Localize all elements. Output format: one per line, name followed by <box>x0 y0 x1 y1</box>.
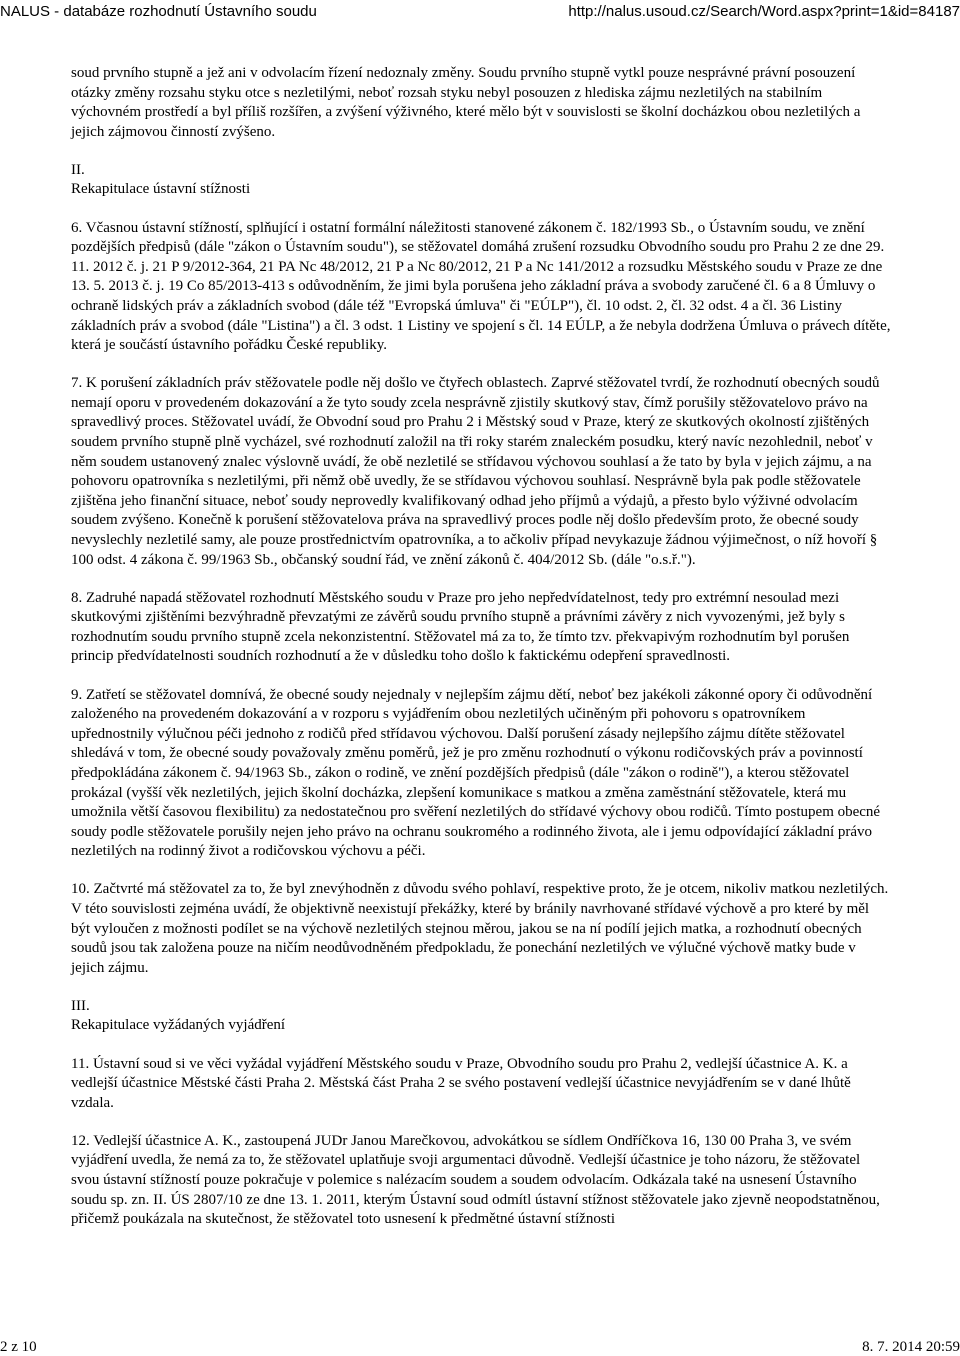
paragraph-intro: soud prvního stupně a jež ani v odvolacím řízení nedoznaly změny. Soudu prvního stupně vytkl pouze nesprávné právní posouzení otázky změny rozsahu styku otce s nezletilými, neboť rozsah styku nebyl posouzen z hlediska zájmu nezletilých na stabilním výchovném prostředí a byl příliš rozšířen, a zvýšení výživného, které mělo být v souvislosti se školní docházkou obou nezletilých a jejich zájmovou činností zvýšeno. <box>71 65 861 140</box>
paragraph-12: 12. Vedlejší účastnice A. K., zastoupená JUDr Janou Marečkovou, advokátkou se sídlem Ondříčkova 16, 130 00 Praha 3, ve svém vyjádření uvedla, že nemá za to, že stěžovatel uplatňuje svoji argumentaci důvodně. Vedlejší účastnice je toho názoru, že stěžovatel svou ústavní stížností pouze pokračuje v polemice s nalézacím soudem a soudem odvolacím. Odkázala také na usnesení Ústavního soudu sp. zn. II. ÚS 2807/10 ze dne 13. 1. 2011, kterým Ústavní soud odmítl ústavní stížnost stěžovatele jako zjevně neopodstatněnou, přičemž poukázala na skutečnost, že stěžovatel toto usnesení k předmětné ústavní stížnosti <box>71 1132 880 1228</box>
print-header <box>0 2 960 24</box>
section-3-number: III. <box>71 997 90 1014</box>
page-url: http://nalus.usoud.cz/Search/Word.aspx?print=1&id=84187 <box>568 3 960 20</box>
print-datetime: 8. 7. 2014 20:59 <box>862 1339 960 1355</box>
paragraph-10: 10. Začtvrté má stěžovatel za to, že byl znevýhodněn z důvodu svého pohlaví, respektive proto, že je otcem, nikoliv matkou nezletilých. V této souvislosti zejména uvádí, že objektivně neexistují překážky, které by bránily navrhované střídavé výchově a pro které by měl být vyloučen z možnosti podílet se na výchově nezletilých stejnou měrou, jakou se na ní podílí jejich matka, a rozhodnutí obecných soudů jsou tak založena pouze na ničím neodůvodněném předpokladu, že ponechání nezletilých ve výlučné výchově matky bude v jejich zájmu. <box>71 881 889 976</box>
paragraph-8: 8. Zadruhé napadá stěžovatel rozhodnutí Městského soudu v Praze pro jeho nepředvídatelnost, tedy pro extrémní nesoulad mezi skutkovými zjištěními bezvýhradně převzatými ze závěrů soudu prvního stupně a právními závěry z nich vyvozenými, jež byly s rozhodnutím soudu prvního stupně zcela nekonzistentní. Stěžovatel má za to, že tímto tzv. překvapivým rozhodnutím byl porušen princip předvídatelnosti soudních rozhodnutí a že v důsledku toho došlo k faktickému odepření spravedlnosti. <box>71 589 850 665</box>
section-2-number: II. <box>71 161 85 178</box>
paragraph-11: 11. Ústavní soud si ve věci vyžádal vyjádření Městského soudu v Praze, Obvodního soudu pro Prahu 2, vedlejší účastnice A. K. a vedlejší účastnice Městské části Praha 2. Městská část Praha 2 se svého postavení vedlejší účastnice nevyjádřením se v dané lhůtě vzdala. <box>71 1055 851 1111</box>
page-number: 2 z 10 <box>0 1339 37 1355</box>
section-3-title: Rekapitulace vyžádaných vyjádření <box>71 1017 286 1034</box>
document-body <box>71 64 891 1248</box>
section-2-title: Rekapitulace ústavní stížnosti <box>71 181 251 198</box>
paragraph-9: 9. Zatřetí se stěžovatel domnívá, že obecné soudy nejednaly v nejlepším zájmu dětí, neboť bez jakékoli zákonné opory či odůvodnění založeného na provedeném dokazování a v rozporu s vyjádřením obou nezletilých učiněným při pohovoru s opatrovníkem upřednostnily výlučnou péči jednoho z rodičů před střídavou výchovou. Další porušení zásady nejlepšího zájmu dítěte stěžovatel shledává v tom, že obecné soudy považovaly změnu poměrů, jež je pro změnu rozhodnutí o výkonu rodičovských práv a povinností předpokládána zákonem č. 94/1963 Sb., zákon o rodině, ve znění pozdějších předpisů (dále "zákon o rodině"), a kterou stěžovatel prokázal (vyšší věk nezletilých, jejich školní docházka, zlepšení komunikace s matkou a změna zaměstnání stěžovatele, která mu umožnila větší časovou flexibilitu) za nedostatečnou pro svěření nezletilých do střídavé výchovy obou rodičů. Tímto postupem obecné soudy podle stěžovatele porušily nejen jeho právo na ochranu soukromého a rodinného života, ale i jemu odpovídající základní právo nezletilých na rodinný život a rodičovskou výchovu a péči. <box>71 686 881 860</box>
page-title: NALUS - databáze rozhodnutí Ústavního soudu <box>0 3 317 20</box>
print-footer <box>0 1338 960 1356</box>
paragraph-7: 7. K porušení základních práv stěžovatele podle něj došlo ve čtyřech oblastech. Zaprvé stěžovatel tvrdí, že rozhodnutí obecných soudů nemají oporu v provedeném dokazování a že tyto soudy zcela nesprávně zjistily skutkový stav, čímž porušily stěžovatelovo právo na spravedlivý proces. Stěžovatel uvádí, že Obvodní soud pro Prahu 2 i Městský soud v Praze, který ze skutkových okolností zjištěných soudem prvního stupně plně vycházel, své rozhodnutí založil na tři roky starém znaleckém posudku, který navíc nezohlednil, neboť v něm soudem ustanovený znalec výslovně uvádí, že obě nezletilé se střídavou výchovou souhlasí a že tato by byla v jejich zájmu, a na pohovoru opatrovníka s nezletilými, při němž obě uvedly, že se střídavou výchovou souhlasí. Nesprávně byla pak podle stěžovatele zjištěna jeho finanční situace, neboť soudy neprovedly kvalifikovaný odhad jeho příjmů a výdajů, a přesto bylo výživné odvolacím soudem zvýšeno. Konečně k porušení stěžovatelova práva na spravedlivý proces podle něj došlo především proto, že obecné soudy nevyslechly nezletilé samy, ale pouze prostřednictvím opatrovníka, a to ačkoliv případ nevykazuje žádnou výjimečnost, o níž hovoří § 100 odst. 4 zákona č. 99/1963 Sb., občanský soudní řád, ve znění zákonů č. 404/2012 Sb. (dále "o.s.ř."). <box>71 375 880 568</box>
paragraph-6: 6. Včasnou ústavní stížností, splňující i ostatní formální náležitosti stanovené zákonem č. 182/1993 Sb., o Ústavním soudu, ve znění pozdějších předpisů (dále "zákon o Ústavním soudu"), se stěžovatel domáhá zrušení rozsudku Obvodního soudu pro Prahu 2 ze dne 29. 11. 2012 č. j. 21 P 9/2012-364, 21 PA Nc 48/2012, 21 P a Nc 80/2012, 21 P a Nc 141/2012 a rozsudku Městského soudu v Praze ze dne 13. 5. 2013 č. j. 19 Co 85/2013-413 s odůvodněním, že jimi byla porušena jeho základní práva a svobody zaručené čl. 6 a 8 Úmluvy o ochraně lidských práv a základních svobod (dále též "Evropská úmluva" či "EÚLP"), čl. 10 odst. 2, čl. 32 odst. 4 a čl. 36 Listiny základních práv a svobod (dále "Listina") a čl. 3 odst. 1 Listiny ve spojení s čl. 14 EÚLP, a že nebyla dodržena Úmluva o právech dítěte, která je součástí ústavního pořádku České republiky. <box>71 219 891 354</box>
